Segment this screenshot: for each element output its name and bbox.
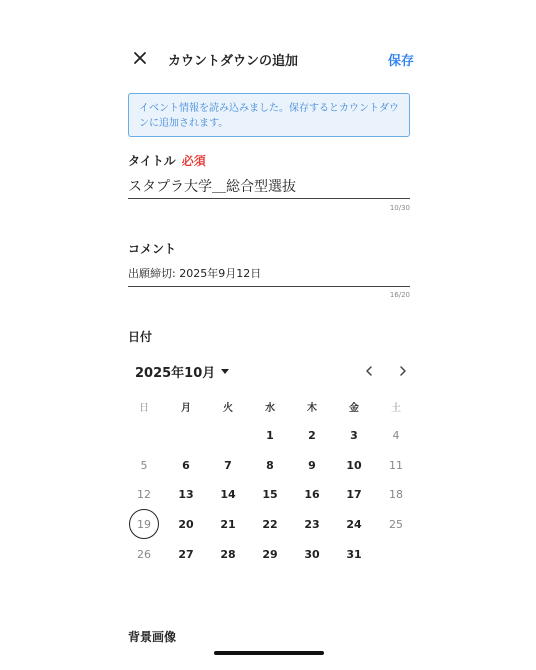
calendar-day[interactable]: 2 [308,428,316,442]
calendar-day[interactable]: 22 [262,517,278,531]
comment-input[interactable]: 出願締切: 2025年9月12日 [128,267,262,280]
comment-label: コメント [128,242,177,256]
calendar-day[interactable]: 8 [266,458,274,472]
calendar-day[interactable]: 29 [262,547,278,561]
calendar-day[interactable]: 18 [389,487,403,501]
calendar-day[interactable]: 30 [304,547,320,561]
month-label: 2025年10月 [135,366,216,381]
save-button[interactable]: 保存 [388,54,415,69]
calendar-day[interactable]: 16 [304,487,320,501]
calendar-day[interactable]: 6 [182,458,190,472]
calendar-day[interactable]: 25 [389,517,403,531]
date-label: 日付 [128,330,153,344]
calendar-day[interactable]: 10 [346,458,362,472]
calendar-day[interactable]: 31 [346,547,362,561]
calendar-day[interactable]: 15 [262,487,278,501]
calendar-day[interactable]: 28 [220,547,236,561]
title-input[interactable]: スタプラ大学＿総合型選抜 [128,179,296,195]
title-label [128,152,206,169]
calendar-day[interactable]: 7 [224,458,232,472]
calendar-day[interactable]: 13 [178,487,194,501]
calendar-day[interactable]: 20 [178,517,194,531]
calendar-day[interactable]: 14 [220,487,236,501]
weekday-header: 土 [391,403,401,414]
calendar-day[interactable]: 4 [392,428,400,442]
next-month-button[interactable] [396,363,410,377]
close-icon [130,48,150,68]
weekday-header: 日 [139,403,149,414]
close-button[interactable] [130,48,150,68]
weekday-header: 木 [307,403,317,414]
calendar-day[interactable]: 5 [140,458,148,472]
info-notice: イベント情報を読み込みました。保存するとカウントダウンに追加されます。 [128,93,410,137]
calendar-day[interactable]: 17 [346,487,362,501]
background-image-label: 背景画像 [128,630,177,644]
weekday-header: 火 [223,403,233,414]
title-underline [128,198,410,199]
weekday-header: 金 [349,403,359,414]
calendar-day-selected[interactable]: 19 [129,509,159,539]
comment-char-counter: 16/20 [389,291,410,299]
title-char-counter: 10/30 [389,204,410,212]
required-badge: 必須 [181,154,206,168]
calendar-day[interactable]: 21 [220,517,236,531]
chevron-right-icon [396,364,410,378]
caret-down-icon [221,369,229,374]
calendar-day[interactable]: 9 [308,458,316,472]
calendar-day[interactable]: 1 [266,428,274,442]
page-title: カウントダウンの追加 [168,54,299,69]
prev-month-button[interactable] [362,363,376,377]
comment-underline [128,286,410,287]
calendar-day[interactable]: 3 [350,428,358,442]
calendar-day[interactable]: 12 [137,487,151,501]
month-dropdown[interactable] [135,362,229,381]
chevron-left-icon [362,364,376,378]
weekday-header: 月 [181,403,191,414]
home-indicator [214,651,324,655]
title-label-text: タイトル [128,154,176,168]
calendar-day[interactable]: 24 [346,517,362,531]
calendar-day[interactable]: 23 [304,517,320,531]
calendar-day[interactable]: 27 [178,547,194,561]
calendar-day[interactable]: 26 [137,547,151,561]
calendar-day[interactable]: 11 [389,458,403,472]
weekday-header: 水 [265,403,275,414]
